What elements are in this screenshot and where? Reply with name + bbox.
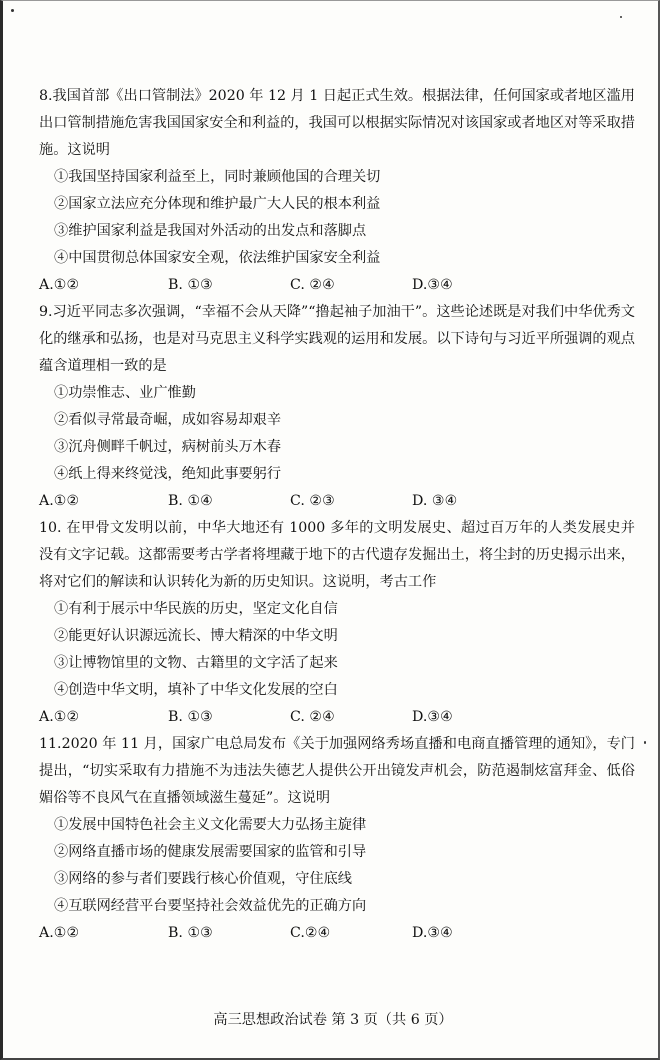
choice-a: A.①②: [39, 709, 80, 725]
answer-choices: [39, 704, 635, 731]
option-2: ②看似寻常最奇崛，成如容易却艰辛: [54, 412, 282, 428]
option-4: ④互联网经营平台要坚持社会效益优先的正确方向: [54, 898, 367, 914]
question-8: [39, 83, 635, 299]
option-1: ①有利于展示中华民族的历史，坚定文化自信: [54, 601, 338, 617]
question-stem: 11.2020 年 11 月，国家广电总局发布《关于加强网络秀场直播和电商直播管理的通知》，专门提出，“切实采取有力措施不为违法失德艺人提供公开出镜发声机会，防范遏制炫富拜金、低俗媚俗等不良风气在直播领域滋生蔓延”。这说明: [39, 736, 635, 806]
option-2: ②能更好认识源远流长、博大精深的中华文明: [54, 628, 338, 644]
choice-c: C. ②③: [290, 493, 335, 509]
option-3: ③沉舟侧畔千帆过，病树前头万木春: [54, 439, 282, 455]
answer-choices: [39, 920, 635, 947]
option-1: ①我国坚持国家利益至上，同时兼顾他国的合理关切: [54, 169, 381, 185]
choice-c: C. ②④: [290, 277, 335, 293]
page-footer: 高三思想政治试卷 第 3 页（共 6 页）: [213, 1012, 453, 1028]
choice-a: A.①②: [39, 493, 80, 509]
choice-d: D.③④: [412, 925, 453, 941]
option-1: ①发展中国特色社会主义文化需要大力弘扬主旋律: [54, 817, 367, 833]
scan-speck: [11, 9, 14, 12]
choice-b: B. ①③: [168, 709, 213, 725]
option-4: ④创造中华文明，填补了中华文化发展的空白: [54, 682, 338, 698]
choice-b: B. ①③: [168, 277, 213, 293]
choice-d: D.③④: [412, 277, 453, 293]
option-3: ③维护国家利益是我国对外活动的出发点和落脚点: [54, 223, 367, 239]
scan-speck: [620, 16, 622, 18]
option-2: ②国家立法应充分体现和维护最广大人民的根本利益: [54, 196, 381, 212]
answer-choices: [39, 488, 635, 515]
question-stem: 9.习近平同志多次强调，“幸福不会从天降”“撸起袖子加油干”。这些论述既是对我们中华优秀文化的继承和弘扬，也是对马克思主义科学实践观的运用和发展。以下诗句与习近平所强调的观点蕴含道理相一致的是: [39, 304, 635, 374]
choice-c: C.②④: [290, 925, 331, 941]
option-3: ③网络的参与者们要践行核心价值观，守住底线: [54, 871, 352, 887]
question-stem: 8.我国首部《出口管制法》2020 年 12 月 1 日起正式生效。根据法律，任何国家或者地区滥用出口管制措施危害我国国家安全和利益的，我国可以根据实际情况对该国家或者地区对等采取措施。这说明: [39, 88, 635, 158]
choice-a: A.①②: [39, 277, 80, 293]
choice-a: A.①②: [39, 925, 80, 941]
scan-speck: [644, 741, 646, 744]
choice-c: C. ②④: [290, 709, 335, 725]
question-11: [39, 731, 635, 947]
choice-d: D. ③④: [412, 493, 458, 509]
option-3: ③让博物馆里的文物、古籍里的文字活了起来: [54, 655, 338, 671]
choice-b: B. ①③: [168, 925, 213, 941]
questions-area: [39, 83, 635, 947]
choice-d: D.③④: [412, 709, 453, 725]
option-1: ①功崇惟志、业广惟勤: [54, 385, 196, 401]
option-4: ④中国贯彻总体国家安全观，依法维护国家安全利益: [54, 250, 381, 266]
question-10: [39, 515, 635, 731]
option-2: ②网络直播市场的健康发展需要国家的监管和引导: [54, 844, 367, 860]
question-9: [39, 299, 635, 515]
choice-b: B. ①④: [168, 493, 213, 509]
option-4: ④纸上得来终觉浅，绝知此事要躬行: [54, 466, 282, 482]
question-stem: 10. 在甲骨文发明以前，中华大地还有 1000 多年的文明发展史、超过百万年的人类发展史并没有文字记载。这都需要考古学者将埋藏于地下的古代遗存发掘出土，将尘封的历史揭示出来，将对它们的解读和认识转化为新的历史知识。这说明，考古工作: [39, 520, 635, 590]
answer-choices: [39, 272, 635, 299]
